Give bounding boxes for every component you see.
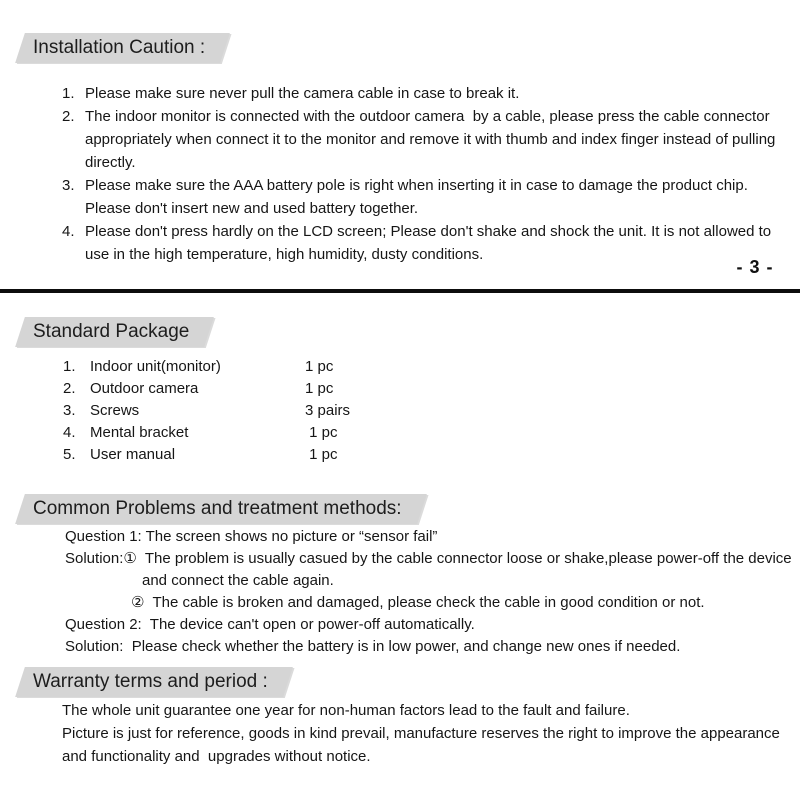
qa-line-solution-1b: and connect the cable again. bbox=[142, 572, 334, 589]
section-divider bbox=[0, 289, 800, 293]
package-item-name: User manual bbox=[90, 446, 176, 463]
package-item-number: 1. bbox=[63, 358, 76, 375]
page-number: - 3 - bbox=[736, 257, 774, 277]
package-list bbox=[0, 356, 600, 466]
section-banner-package bbox=[20, 317, 209, 347]
section-banner-installation bbox=[20, 33, 225, 63]
section-title-warranty: Warranty terms and period : bbox=[33, 671, 268, 692]
list-item bbox=[0, 82, 800, 105]
item-number: 2. bbox=[62, 108, 75, 125]
package-row bbox=[0, 378, 600, 400]
package-item-qty: 1 pc bbox=[305, 424, 338, 441]
warranty-line: Picture is just for reference, goods in kind prevail, manufacture reserves the right to improve the appearance bbox=[62, 725, 780, 742]
package-item-name: Outdoor camera bbox=[90, 380, 199, 397]
qa-line-question-1: Question 1: The screen shows no picture or “sensor fail” bbox=[65, 528, 438, 545]
package-item-number: 2. bbox=[63, 380, 76, 397]
item-number: 1. bbox=[62, 85, 75, 102]
item-line: The indoor monitor is connected with the outdoor camera by a cable, please press the cable connector bbox=[85, 108, 770, 125]
section-title-installation: Installation Caution : bbox=[33, 37, 206, 58]
section-title-package: Standard Package bbox=[33, 321, 190, 342]
item-number: 4. bbox=[62, 223, 75, 240]
warranty-line: and functionality and upgrades without notice. bbox=[62, 748, 371, 765]
package-item-qty: 1 pc bbox=[305, 358, 334, 375]
list-item bbox=[0, 105, 800, 174]
item-line: Please don't press hardly on the LCD screen; Please don't shake and shock the unit. It is not allowed to bbox=[85, 223, 772, 240]
package-item-number: 3. bbox=[63, 402, 76, 419]
qa-line-question-2: Question 2: The device can't open or power-off automatically. bbox=[65, 616, 475, 633]
item-line: Please don't insert new and used battery together. bbox=[85, 200, 419, 217]
qa-block bbox=[0, 526, 800, 658]
package-item-qty: 1 pc bbox=[305, 380, 334, 397]
qa-line-solution-1a: Solution:① The problem is usually casued by the cable connector loose or shake,please power-off the device bbox=[65, 550, 792, 567]
qa-line-solution-2: Solution: Please check whether the battery is in low power, and change new ones if needed. bbox=[65, 638, 681, 655]
package-item-name: Mental bracket bbox=[90, 424, 189, 441]
item-line: use in the high temperature, high humidity, dusty conditions. bbox=[85, 246, 484, 263]
section-title-problems: Common Problems and treatment methods: bbox=[33, 498, 402, 519]
list-item bbox=[0, 174, 800, 220]
package-item-number: 5. bbox=[63, 446, 76, 463]
package-row bbox=[0, 356, 600, 378]
qa-line-solution-1c: ② The cable is broken and damaged, please check the cable in good condition or not. bbox=[131, 594, 705, 611]
caution-list bbox=[0, 82, 800, 266]
package-item-name: Indoor unit(monitor) bbox=[90, 358, 221, 375]
package-item-name: Screws bbox=[90, 402, 140, 419]
package-item-qty: 3 pairs bbox=[305, 402, 351, 419]
item-line: appropriately when connect it to the monitor and remove it with thumb and index finger instead of pulling bbox=[85, 131, 776, 148]
package-row bbox=[0, 400, 600, 422]
warranty-line: The whole unit guarantee one year for non-human factors lead to the fault and failure. bbox=[62, 702, 630, 719]
section-banner-problems bbox=[20, 494, 422, 524]
item-number: 3. bbox=[62, 177, 75, 194]
package-row bbox=[0, 444, 600, 466]
list-item bbox=[0, 220, 800, 266]
package-item-number: 4. bbox=[63, 424, 76, 441]
item-line: Please make sure the AAA battery pole is right when inserting it in case to damage the product chip. bbox=[85, 177, 748, 194]
package-row bbox=[0, 422, 600, 444]
item-line: Please make sure never pull the camera cable in case to break it. bbox=[85, 85, 520, 102]
package-item-qty: 1 pc bbox=[305, 446, 338, 463]
item-line: directly. bbox=[85, 154, 136, 171]
section-banner-warranty bbox=[20, 667, 288, 697]
warranty-block bbox=[62, 699, 792, 768]
